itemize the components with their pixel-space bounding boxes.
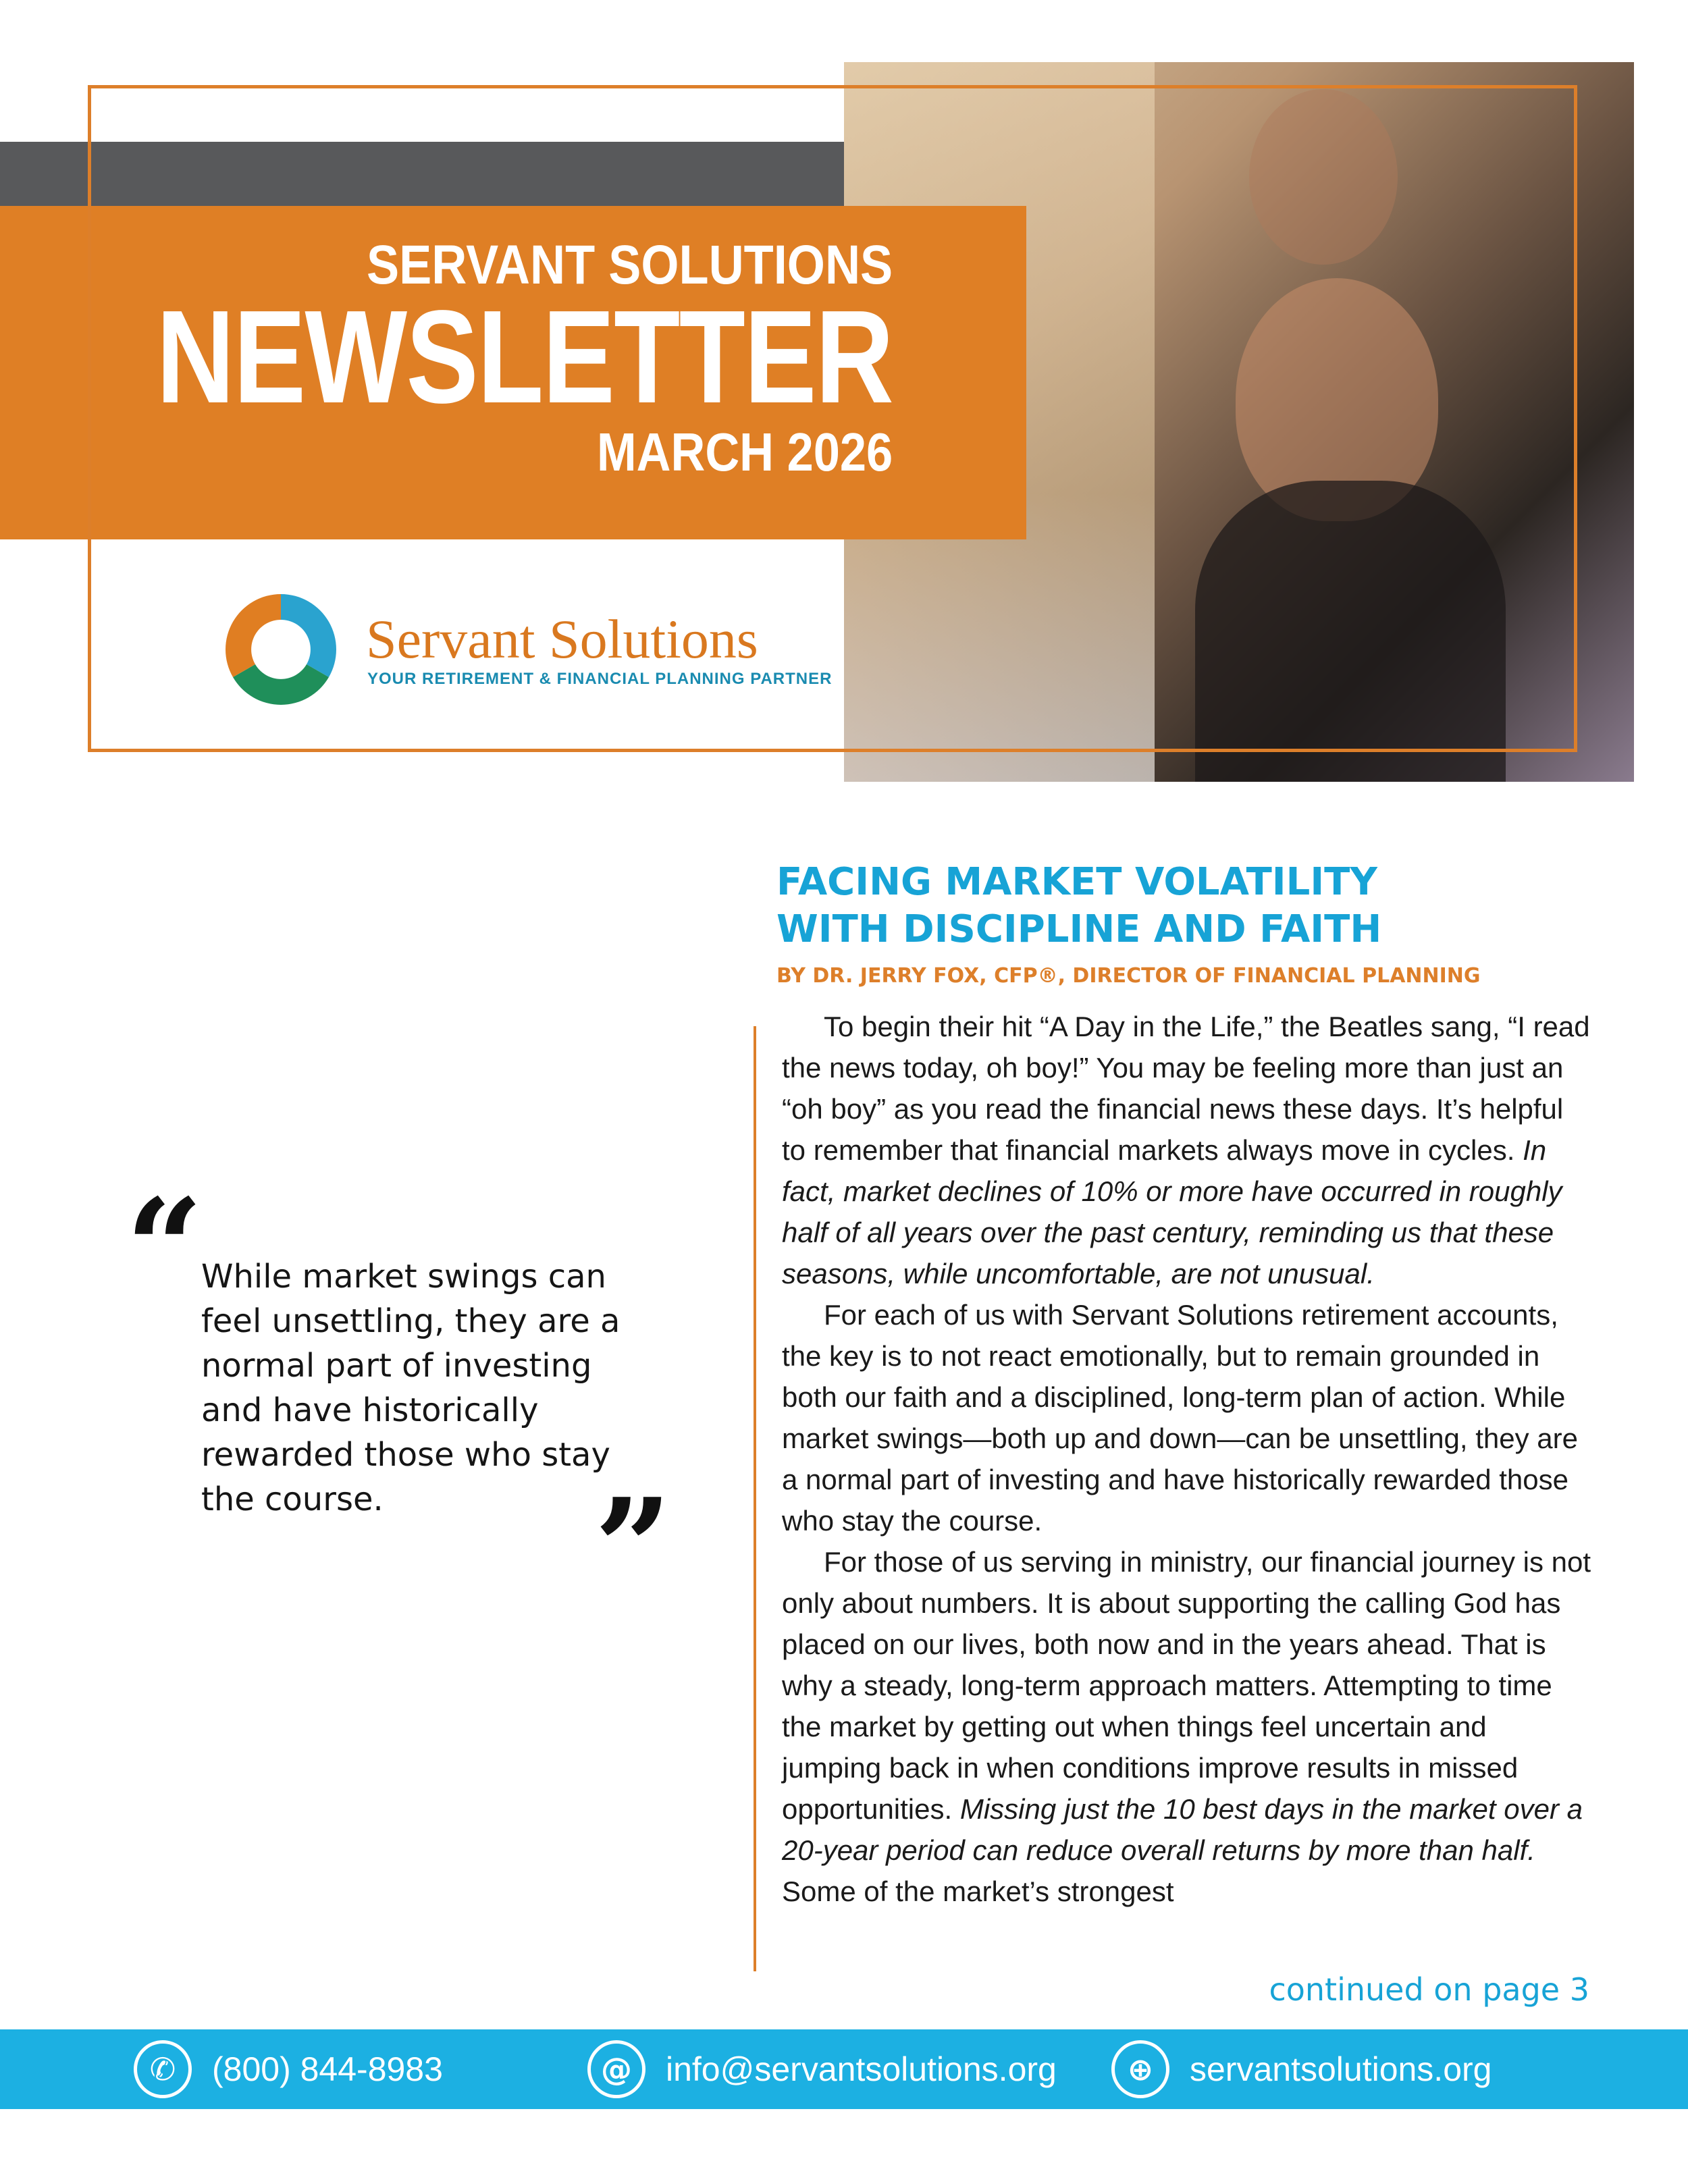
article-rule: [754, 1026, 756, 1971]
open-quote-icon: “: [126, 1169, 204, 1328]
photo-woman-jacket: [1195, 481, 1506, 782]
contact-phone[interactable]: [134, 2040, 443, 2098]
contact-footer: [0, 2029, 1688, 2109]
photo-man-face: [1249, 89, 1398, 265]
logo-tagline: YOUR RETIREMENT & FINANCIAL PLANNING PARTNER: [367, 670, 833, 688]
paragraph-3-tail: Some of the market’s strongest: [782, 1875, 1174, 1907]
phone-number: (800) 844-8983: [212, 2050, 443, 2088]
phone-icon: ✆: [134, 2040, 192, 2098]
article-title-line-1: FACING MARKET VOLATILITY: [776, 860, 1377, 904]
servant-solutions-logo: [213, 582, 833, 717]
newsletter-org-name: SERVANT SOLUTIONS: [366, 234, 893, 296]
issue-date: MARCH 2026: [596, 422, 893, 482]
article-byline: BY DR. JERRY FOX, CFP®, DIRECTOR OF FINANCIAL PLANNING: [776, 964, 1481, 988]
logo-ring-icon: [213, 582, 348, 717]
email-icon: @: [587, 2040, 645, 2098]
title-stack: [0, 233, 893, 483]
continued-link[interactable]: continued on page 3: [1269, 1971, 1589, 2008]
paragraph-3-emphasis: Missing just the 10 best days in the market over a 20-year period can reduce overall returns by more than half.: [782, 1793, 1583, 1866]
paragraph-1-text: To begin their hit “A Day in the Life,” the Beatles sang, “I read the news today, oh boy!” You may be feeling more than just an “oh boy” as you read the financial news these days. It’s helpful to remember that financial markets always move in cycles.: [782, 1011, 1590, 1166]
pull-quote-text: While market swings can feel unsettling, they are a normal part of investing and have historically rewarded those who stay the course.: [201, 1258, 621, 1518]
article-paragraph-3: [782, 1541, 1592, 1912]
contact-website[interactable]: [1111, 2040, 1492, 2098]
email-address: info@servantsolutions.org: [666, 2050, 1057, 2088]
title-banner: [0, 206, 1026, 539]
article-body: [782, 1006, 1592, 1912]
article-title-line-2: WITH DISCIPLINE AND FAITH: [776, 907, 1382, 951]
newsletter-title: NEWSLETTER: [156, 283, 893, 431]
paragraph-3-text: For those of us serving in ministry, our financial journey is not only about numbers. It is about supporting the calling God has placed on our lives, both now and in the years ahead. That is why a steady, long-term approach matters. Attempting to time the market by getting out when things feel uncertain and jumping back in when conditions improve results in missed opportunities.: [782, 1546, 1591, 1825]
close-quote-icon: ”: [594, 1469, 672, 1628]
article-paragraph-2: For each of us with Servant Solutions retirement accounts, the key is to not react emotionally, but to remain grounded in both our faith and a disciplined, long-term plan of action. While market swings—both up and down—can be unsettling, they are a normal part of investing and have historically rewarded those who stay the course.: [782, 1299, 1579, 1537]
logo-wordmark: Servant Solutions: [366, 608, 758, 670]
article-title: [776, 859, 1381, 953]
website-url: servantsolutions.org: [1190, 2050, 1492, 2088]
contact-email[interactable]: [587, 2040, 1057, 2098]
header-dark-bar: [0, 142, 888, 207]
paragraph-1-emphasis: In fact, market declines of 10% or more have occurred in roughly half of all years over the past century, reminding us that these seasons, while uncomfortable, are not unusual.: [782, 1134, 1562, 1289]
article-paragraph-1: [782, 1006, 1592, 1294]
globe-icon: ⊕: [1111, 2040, 1169, 2098]
